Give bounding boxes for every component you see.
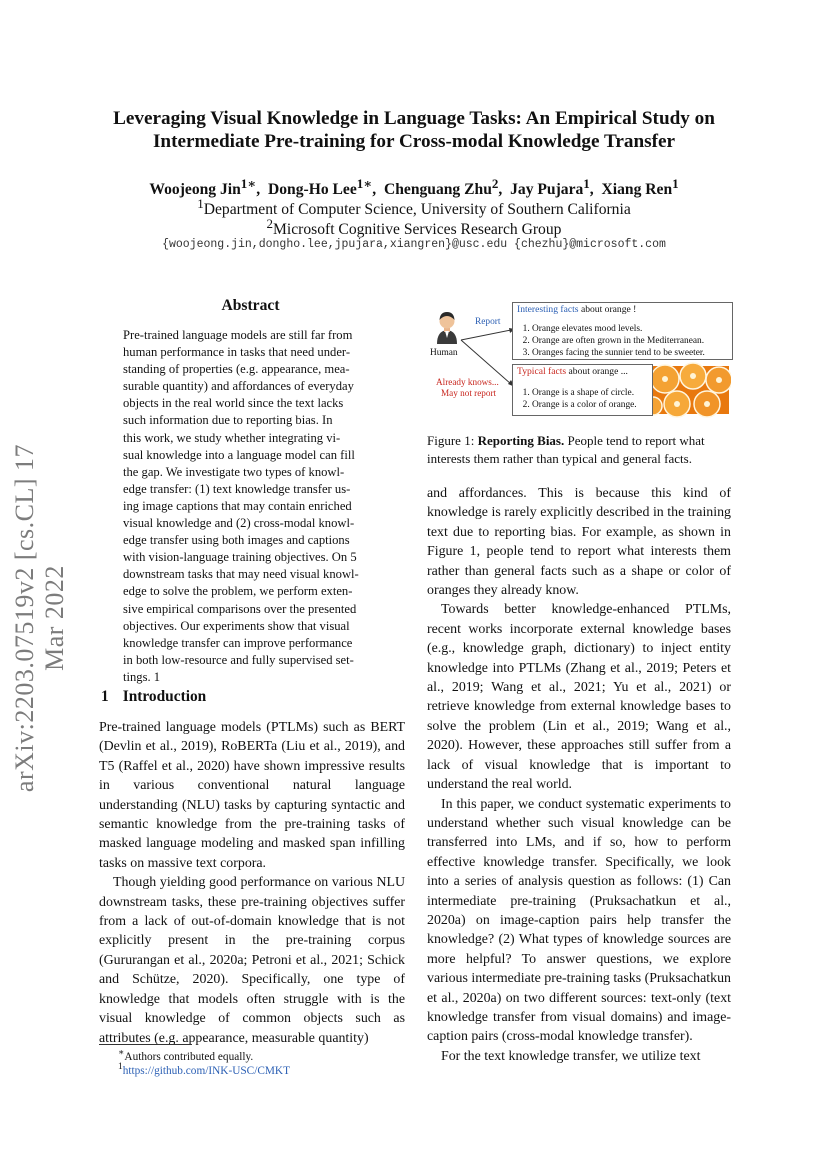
affiliation-1: $^1$Department of Computer Science, University of Southern California bbox=[197, 196, 631, 219]
list-item: 2. Orange is a color of orange. bbox=[532, 399, 648, 411]
paragraph: For the text knowledge transfer, we utilize text bbox=[441, 1048, 701, 1064]
typical-facts-box: Typical facts about orange ... 1. Orange is a shape of circle. 2. Orange is a color of orange. bbox=[512, 364, 653, 416]
list-item: 1. Orange is a shape of circle. bbox=[532, 387, 648, 399]
left-column-text bbox=[99, 718, 405, 1048]
oranges-image bbox=[644, 363, 731, 417]
author: Dong-Ho Lee$^{1∗}$ bbox=[267, 176, 373, 199]
section-heading: 1 Introduction bbox=[101, 688, 207, 705]
person-icon bbox=[437, 312, 457, 344]
list-item: 1. Orange elevates mood levels. bbox=[532, 323, 728, 335]
interesting-facts-box: Interesting facts about orange ! 1. Orange elevates mood levels. 2. Orange are often grown in the Mediterranean. 3. Oranges facing the sunnier tend to be sweeter. bbox=[512, 302, 733, 360]
footnote: ∗Authors contributed equally. bbox=[118, 1048, 254, 1063]
author: Chenguang Zhu$^2$ bbox=[383, 176, 499, 199]
human-label: Human bbox=[430, 348, 458, 358]
list-item: 3. Oranges facing the sunnier tend to be sweeter. bbox=[532, 347, 728, 359]
figure-reporting-bias bbox=[427, 298, 731, 418]
abstract-body: Pre-trained language models are still far from human performance in tasks that need under- standing of properties (e.g. appearance, mea- surable quantity) and affordances of everyday objects in the real world since the text lacks such information due to reporting bias. In this work, we study whether integrating vi- sual knowledge into a language model can fill the gap. We investigate two types of knowl- edge transfer: (1) text knowledge transfer us- ing image captions that may contain enriched visual knowledge and (2) cross-modal knowl- edge transfer using both images and captions with vision-language training objectives. On 5 downstream tasks that may need visual knowl- edge to solve the problem, we perform exten- sive empirical comparisons over the presented objectives. Our experiments show that visual knowledge transfer can improve performance in both low-resource and fully supervised set- tings. 1 bbox=[123, 328, 359, 684]
paragraph: In this paper, we conduct systematic experiments to understand whether such visual knowledge can be transferred into LMs, and if so, how to perform effective knowledge transfer. Specifically, we look into a series of analysis question as follows: (1) Can intermediate pre-training (Pruksachatkun et al., 2020a) on image-caption pairs help transfer the knowledge? (2) What types of knowledge sources are more helpful? To answer questions, we explore various intermediate pre-training tasks (Pruksachatkun et al., 2020a) on two different sources: text-only (text knowledge transfer from visual domains) and image-caption pairs (cross-modal knowledge transfer). bbox=[427, 796, 731, 1045]
paragraph: and affordances. This is because this kind of knowledge is rarely explicitly described in the training text due to reporting bias. For example, as shown in Figure 1, people tend to report what interests them rather than general facts such as a shape or color of oranges they already know. bbox=[427, 486, 731, 599]
paragraph: Though yielding good performance on various NLU downstream tasks, these pre-training objectives suffer from a lack of out-of-domain knowledge that is not explicitly present in the pre-training corpus (Gururangan et al., 2020a; Petroni et al., 2021; Schick and Schütze, 2020). Specifically, one type of knowledge that models often struggle with is the visual knowledge of common objects such as attributes (e.g. appearance, measurable quantity) bbox=[99, 875, 405, 1046]
affiliation-2: $^2$Microsoft Cognitive Services Research Group bbox=[266, 216, 562, 239]
report-label: Report bbox=[475, 317, 501, 327]
footnote-divider bbox=[99, 1044, 192, 1045]
paper-title bbox=[40, 107, 788, 153]
may-not-report-label: May not report bbox=[441, 388, 497, 398]
author: Xiang Ren$^1$ bbox=[601, 176, 679, 199]
right-column-text bbox=[427, 484, 731, 1066]
list-item: 2. Orange are often grown in the Mediterranean. bbox=[532, 335, 728, 347]
already-knows-label: Already knows... bbox=[436, 377, 499, 387]
title-line-1: Leveraging Visual Knowledge in Language Tasks: An Empirical Study on bbox=[113, 108, 715, 129]
author: Woojeong Jin$^{1∗}$ bbox=[149, 176, 257, 199]
figure-caption: Figure 1: Reporting Bias. People tend to report what interests them rather than typical and general facts. bbox=[427, 433, 705, 466]
arxiv-identifier: arXiv:2203.07519v2 [cs.CL] 17 Mar 2022 bbox=[10, 443, 69, 793]
abstract-heading: Abstract bbox=[221, 297, 280, 314]
paragraph: Towards better knowledge-enhanced PTLMs, recent works incorporate external knowledge bases (e.g., knowledge graph, dictionary) to inject entity knowledge into PTLMs (Zhang et al., 2019; Peters et al., 2019; Wang et al., 2021; Yu et al., 2021) or retrieve knowledge from external knowledge bases to solve the problem (Lin et al., 2019; Wang et al., 2020). However, these approaches still suffer from a lack of visual knowledge that is important to understand the real world. bbox=[427, 602, 731, 793]
title-line-2: Intermediate Pre-training for Cross-modal Knowledge Transfer bbox=[152, 131, 676, 152]
paragraph: Pre-trained language models (PTLMs) such as BERT (Devlin et al., 2019), RoBERTa (Liu et al., 2019), and T5 (Raffel et al., 2020) have shown impressive results in various conventional natural language understanding (NLU) tasks by capturing syntactic and semantic knowledge from the pre-training tasks of masked language modeling and masked span infilling tasks on massive text corpora. bbox=[99, 720, 405, 871]
author: Jay Pujara$^1$ bbox=[510, 176, 590, 199]
footnote-link[interactable]: $^1$https://github.com/INK-USC/CMKT bbox=[118, 1062, 290, 1077]
author-emails: {woojeong.jin,dongho.lee,jpujara,xiangren}@usc.edu {chezhu}@microsoft.com bbox=[162, 238, 666, 251]
author-list: Woojeong Jin$^{1∗}$, Dong-Ho Lee$^{1∗}$, Chenguang Zhu$^2$, Jay Pujara$^1$, Xiang Ren$^1$ bbox=[149, 176, 679, 199]
